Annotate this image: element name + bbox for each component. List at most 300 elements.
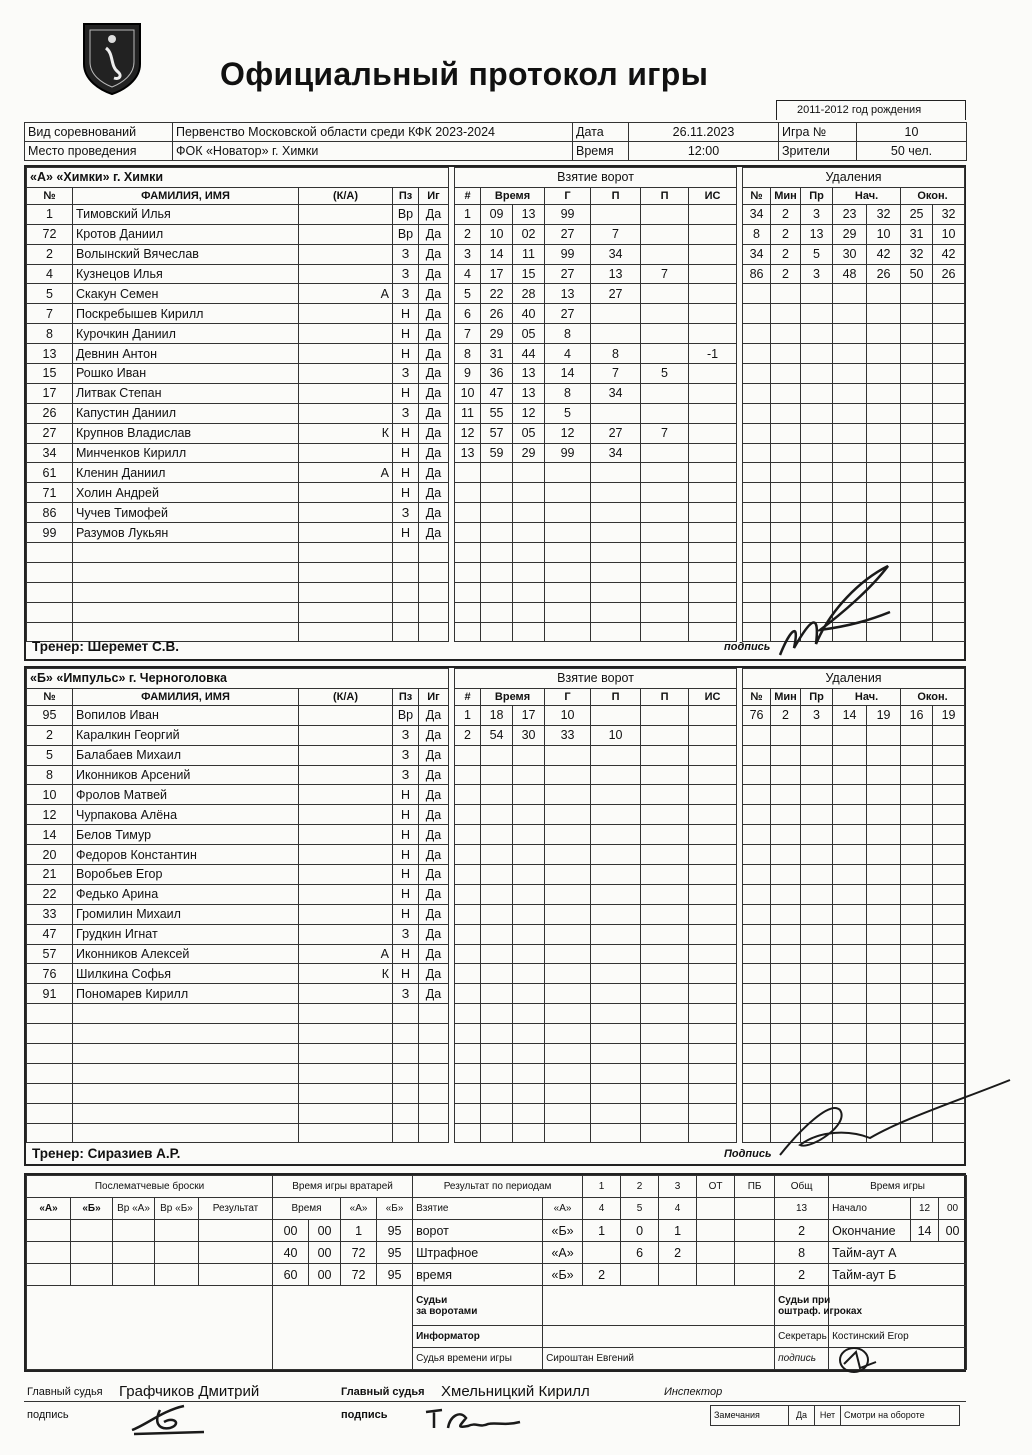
goal-time-min (481, 1123, 513, 1143)
player-position: З (393, 924, 419, 944)
penalty-start-sec (867, 383, 901, 403)
player-ka (299, 483, 393, 503)
player-ka (299, 562, 393, 582)
timekeeper-name: Сироштан Евгений (543, 1348, 775, 1370)
pim-row-label-2: время (413, 1264, 543, 1286)
goal-time-min: 18 (481, 705, 513, 725)
penalty-player (743, 622, 771, 642)
player-ka (299, 264, 393, 284)
penalty-minutes (771, 944, 801, 964)
penalty-start-min (833, 383, 867, 403)
player-played (419, 1083, 449, 1103)
summary-section (24, 1173, 966, 1372)
hdr-pen-pr: Пр (801, 187, 833, 204)
goal-time-min (481, 984, 513, 1004)
player-ka (299, 884, 393, 904)
player-position: Вр (393, 705, 419, 725)
goal-assist-2 (641, 1083, 689, 1103)
penalty-minutes (771, 443, 801, 463)
goal-scorer (545, 1024, 591, 1044)
player-number (27, 543, 73, 563)
player-number: 5 (27, 284, 73, 304)
goal-time-min (481, 1103, 513, 1123)
player-position: Н (393, 383, 419, 403)
penalty-end-sec (933, 304, 965, 324)
goal-assist-1 (591, 845, 641, 865)
player-number: 57 (27, 944, 73, 964)
penalty-start-min (833, 825, 867, 845)
pim-a-p2: 6 (621, 1242, 659, 1264)
team-a-goals-title: Взятие ворот (455, 168, 737, 188)
goal-time-sec (513, 924, 545, 944)
pim-a-p3: 2 (659, 1242, 697, 1264)
timeout-b-label: Тайм-аут Б (829, 1264, 967, 1286)
goal-number (455, 1083, 481, 1103)
penalty-end-min (901, 1123, 933, 1143)
penalty-minutes: 2 (771, 705, 801, 725)
player-name: Грудкин Игнат (73, 924, 299, 944)
goal-time-sec: 13 (513, 204, 545, 224)
hdr-name: ФАМИЛИЯ, ИМЯ (73, 688, 299, 705)
goal-number: 7 (455, 324, 481, 344)
player-ka (299, 845, 393, 865)
penalty-minutes (771, 785, 801, 805)
goal-number: 2 (455, 224, 481, 244)
penalty-player (743, 364, 771, 384)
league-shield-logo (80, 20, 144, 96)
player-name (73, 543, 299, 563)
penalty-player (743, 503, 771, 523)
goal-situation (689, 204, 737, 224)
score-b-p1: 1 (583, 1220, 621, 1242)
goal-assist-2 (641, 443, 689, 463)
penalty-reason (801, 765, 833, 785)
pim-a-pb (735, 1242, 775, 1264)
goal-time-min: 57 (481, 423, 513, 443)
player-name: Курочкин Даниил (73, 324, 299, 344)
pim-b-p3 (659, 1264, 697, 1286)
penalty-start-min: 48 (833, 264, 867, 284)
goal-time-sec: 40 (513, 304, 545, 324)
player-row (27, 503, 965, 523)
goal-situation (689, 383, 737, 403)
penalty-end-sec (933, 1024, 965, 1044)
player-row (27, 805, 965, 825)
goal-assist-1: 34 (591, 244, 641, 264)
team-a-coach: Тренер: Шеремет С.В. (32, 639, 179, 654)
goal-assist-1 (591, 785, 641, 805)
goal-number (455, 904, 481, 924)
player-number: 61 (27, 463, 73, 483)
goal-assist-2 (641, 865, 689, 885)
goal-time-sec (513, 865, 545, 885)
goal-time-sec: 11 (513, 244, 545, 264)
player-ka (299, 745, 393, 765)
goal-time-min (481, 825, 513, 845)
player-number: 71 (27, 483, 73, 503)
remarks-table (710, 1405, 960, 1426)
player-ka (299, 924, 393, 944)
player-played: Да (419, 264, 449, 284)
penalty-minutes (771, 483, 801, 503)
goal-time-sec (513, 884, 545, 904)
goal-time-sec (513, 1004, 545, 1024)
goal-assist-2 (641, 825, 689, 845)
player-name: Поскребышев Кирилл (73, 304, 299, 324)
penalty-start-min (833, 1004, 867, 1024)
player-name (73, 1103, 299, 1123)
player-ka (299, 1044, 393, 1064)
player-position (393, 1024, 419, 1044)
player-position (393, 1123, 419, 1143)
goal-time-sec (513, 825, 545, 845)
penalty-minutes (771, 884, 801, 904)
goal-time-sec (513, 1063, 545, 1083)
goal-situation (689, 364, 737, 384)
penalty-start-sec (867, 284, 901, 304)
goalie-row-3-ss: 00 (309, 1264, 341, 1286)
goal-assist-2 (641, 904, 689, 924)
pim-a-ot (697, 1242, 735, 1264)
goal-assist-1: 8 (591, 344, 641, 364)
penalty-end-min (901, 1044, 933, 1064)
player-played (419, 1123, 449, 1143)
player-ka (299, 705, 393, 725)
goal-number: 10 (455, 383, 481, 403)
goalie-b-header: «Б» (377, 1198, 413, 1220)
goal-time-sec (513, 562, 545, 582)
player-number (27, 1123, 73, 1143)
penalty-start-sec: 10 (867, 224, 901, 244)
penalty-end-min (901, 924, 933, 944)
penalty-reason (801, 1044, 833, 1064)
timekeeper-label: Судья времени игры (413, 1348, 543, 1370)
goal-scorer: 99 (545, 244, 591, 264)
goal-scorer (545, 984, 591, 1004)
penalty-end-min (901, 523, 933, 543)
goal-assist-2 (641, 523, 689, 543)
penalty-reason: 3 (801, 204, 833, 224)
penalty-reason (801, 543, 833, 563)
goal-scorer (545, 745, 591, 765)
penalty-start-sec (867, 443, 901, 463)
player-name (73, 1063, 299, 1083)
player-played (419, 562, 449, 582)
shootout-title: Послематчевые броски (27, 1176, 273, 1198)
goal-number (455, 944, 481, 964)
player-played: Да (419, 745, 449, 765)
goal-situation (689, 1024, 737, 1044)
goal-scorer (545, 1103, 591, 1123)
player-row (27, 244, 965, 264)
goal-time-sec: 02 (513, 224, 545, 244)
player-played: Да (419, 984, 449, 1004)
goalie-a-header: «А» (341, 1198, 377, 1220)
game-time-title: Время игры (829, 1176, 967, 1198)
goal-time-sec (513, 463, 545, 483)
remarks-see-back: Смотри на обороте (841, 1405, 960, 1425)
penalty-start-min (833, 503, 867, 523)
player-played: Да (419, 523, 449, 543)
player-position: Н (393, 483, 419, 503)
player-number: 72 (27, 224, 73, 244)
penalty-reason (801, 284, 833, 304)
goal-assist-1 (591, 705, 641, 725)
player-ka (299, 523, 393, 543)
penalty-reason (801, 825, 833, 845)
goal-scorer (545, 884, 591, 904)
player-name: Чучев Тимофей (73, 503, 299, 523)
player-row (27, 825, 965, 845)
penalty-start-sec: 32 (867, 204, 901, 224)
player-position: Н (393, 304, 419, 324)
goal-time-min (481, 543, 513, 563)
date-label: Дата (573, 123, 629, 142)
team-b-coach: Тренер: Сиразиев А.Р. (32, 1146, 181, 1161)
player-number: 99 (27, 523, 73, 543)
goal-assist-2 (641, 244, 689, 264)
penalty-start-sec (867, 582, 901, 602)
player-played: Да (419, 344, 449, 364)
penalty-reason (801, 483, 833, 503)
penalty-start-sec (867, 884, 901, 904)
periods-title: Результат по периодам (413, 1176, 583, 1198)
goal-assist-2 (641, 765, 689, 785)
penalty-player (743, 1044, 771, 1064)
penalty-start-sec (867, 403, 901, 423)
total-header: Общ (775, 1176, 829, 1198)
penalty-end-sec (933, 725, 965, 745)
remarks-yes[interactable]: Да (789, 1405, 815, 1425)
goal-time-min (481, 944, 513, 964)
player-row (27, 403, 965, 423)
penalty-start-sec (867, 602, 901, 622)
goal-time-sec (513, 602, 545, 622)
pim-b-pb (735, 1264, 775, 1286)
goal-time-sec: 12 (513, 403, 545, 423)
goal-scorer: 99 (545, 443, 591, 463)
goal-situation (689, 324, 737, 344)
penalty-player (743, 602, 771, 622)
player-number: 14 (27, 825, 73, 845)
pim-b-ot (697, 1264, 735, 1286)
penalty-player (743, 543, 771, 563)
player-row (27, 324, 965, 344)
goal-assist-2 (641, 1103, 689, 1123)
player-name: Белов Тимур (73, 825, 299, 845)
goalie-time-header: Время (273, 1198, 341, 1220)
player-name: Чурпакова Алёна (73, 805, 299, 825)
score-a-pb (735, 1198, 775, 1220)
goal-number (455, 785, 481, 805)
document-title: Официальный протокол игры (220, 56, 709, 92)
penalty-start-sec (867, 725, 901, 745)
penalty-player (743, 725, 771, 745)
hdr-name: ФАМИЛИЯ, ИМЯ (73, 187, 299, 204)
goal-time-min (481, 1083, 513, 1103)
score-team-a: «А» (543, 1198, 583, 1220)
start-ss: 00 (939, 1198, 967, 1220)
goal-time-min (481, 904, 513, 924)
player-name: Вопилов Иван (73, 705, 299, 725)
penalty-start-min (833, 765, 867, 785)
timeout-a-label: Тайм-аут А (829, 1242, 967, 1264)
penalty-reason (801, 503, 833, 523)
player-played: Да (419, 705, 449, 725)
player-ka (299, 825, 393, 845)
goal-time-sec (513, 1044, 545, 1064)
goal-time-min (481, 884, 513, 904)
player-number: 15 (27, 364, 73, 384)
penalty-start-sec (867, 845, 901, 865)
period-3-header: 3 (659, 1176, 697, 1198)
player-position: Н (393, 865, 419, 885)
goal-assist-2 (641, 403, 689, 423)
spectators-value: 50 чел. (857, 142, 967, 161)
penalty-start-min (833, 845, 867, 865)
penalty-start-sec (867, 304, 901, 324)
penalty-end-sec (933, 483, 965, 503)
goal-time-sec: 15 (513, 264, 545, 284)
player-name: Минченков Кирилл (73, 443, 299, 463)
goal-time-sec (513, 805, 545, 825)
penalty-reason (801, 725, 833, 745)
penalty-player (743, 805, 771, 825)
goal-scorer (545, 904, 591, 924)
penalty-start-min: 14 (833, 705, 867, 725)
penalty-minutes: 2 (771, 204, 801, 224)
goal-assist-2 (641, 344, 689, 364)
goal-time-sec: 05 (513, 324, 545, 344)
goal-assist-1: 7 (591, 364, 641, 384)
goal-assist-1 (591, 1063, 641, 1083)
goal-time-sec (513, 1024, 545, 1044)
player-played: Да (419, 483, 449, 503)
penalty-reason (801, 924, 833, 944)
goal-situation (689, 1004, 737, 1024)
player-played (419, 622, 449, 642)
goal-assist-1 (591, 1103, 641, 1123)
penalty-player (743, 785, 771, 805)
goal-assist-1 (591, 1123, 641, 1143)
informator-label: Информатор (413, 1326, 543, 1348)
player-position: Н (393, 463, 419, 483)
goal-situation (689, 543, 737, 563)
penalty-end-sec (933, 403, 965, 423)
player-name: Пономарев Кирилл (73, 984, 299, 1004)
goal-number: 1 (455, 705, 481, 725)
penalty-start-min (833, 984, 867, 1004)
penalty-end-min (901, 1083, 933, 1103)
goal-assist-1 (591, 1004, 641, 1024)
hdr-pen-end: Окон. (901, 187, 965, 204)
player-ka (299, 503, 393, 523)
player-ka (299, 244, 393, 264)
penalty-minutes (771, 924, 801, 944)
player-row (27, 1083, 965, 1103)
goal-assist-2 (641, 944, 689, 964)
player-row (27, 984, 965, 1004)
player-position (393, 1063, 419, 1083)
player-name: Федько Арина (73, 884, 299, 904)
goal-time-min (481, 483, 513, 503)
player-number (27, 1004, 73, 1024)
player-number (27, 582, 73, 602)
goal-time-min (481, 503, 513, 523)
goal-scorer (545, 765, 591, 785)
goal-number (455, 503, 481, 523)
player-name (73, 1083, 299, 1103)
goal-number (455, 924, 481, 944)
penalty-minutes (771, 403, 801, 423)
penalty-reason (801, 562, 833, 582)
penalty-end-min (901, 463, 933, 483)
player-ka (299, 304, 393, 324)
penalty-end-sec: 19 (933, 705, 965, 725)
player-number: 17 (27, 383, 73, 403)
goal-scorer (545, 1044, 591, 1064)
goal-assist-1 (591, 304, 641, 324)
goals-row-label-1: Взятие (413, 1198, 543, 1220)
penalty-player (743, 904, 771, 924)
penalty-minutes (771, 602, 801, 622)
penalty-reason (801, 1024, 833, 1044)
goal-number: 13 (455, 443, 481, 463)
penalty-minutes (771, 904, 801, 924)
player-played (419, 1063, 449, 1083)
penalty-end-sec (933, 602, 965, 622)
goal-situation (689, 1044, 737, 1064)
player-position: З (393, 765, 419, 785)
player-number (27, 602, 73, 622)
player-name: Рошко Иван (73, 364, 299, 384)
penalty-start-sec (867, 483, 901, 503)
goal-scorer (545, 1083, 591, 1103)
remarks-no[interactable]: Нет (815, 1405, 841, 1425)
penalty-reason (801, 1123, 833, 1143)
penalty-minutes (771, 383, 801, 403)
goal-situation (689, 523, 737, 543)
penalty-minutes (771, 463, 801, 483)
score-a-p2: 5 (621, 1198, 659, 1220)
goal-assist-2 (641, 204, 689, 224)
player-played: Да (419, 204, 449, 224)
referee1-name: Графчиков Дмитрий (116, 1382, 338, 1402)
player-number (27, 562, 73, 582)
penalty-end-sec (933, 825, 965, 845)
goal-assist-1: 7 (591, 224, 641, 244)
penalty-start-min (833, 884, 867, 904)
penalty-reason (801, 344, 833, 364)
goalie-row-2-mm: 40 (273, 1242, 309, 1264)
player-name: Шилкина Софья (73, 964, 299, 984)
penalty-start-min (833, 944, 867, 964)
penalty-start-min (833, 1103, 867, 1123)
player-ka (299, 1103, 393, 1123)
penalty-end-sec: 10 (933, 224, 965, 244)
score-b-p2: 0 (621, 1220, 659, 1242)
goal-time-sec (513, 1083, 545, 1103)
goal-situation (689, 463, 737, 483)
penalty-end-sec: 32 (933, 204, 965, 224)
remarks-label: Замечания (711, 1405, 789, 1425)
goal-scorer (545, 503, 591, 523)
goal-assist-1 (591, 324, 641, 344)
penalty-start-min (833, 904, 867, 924)
goal-assist-2: 5 (641, 364, 689, 384)
player-number: 27 (27, 423, 73, 443)
end-ss: 00 (939, 1220, 967, 1242)
